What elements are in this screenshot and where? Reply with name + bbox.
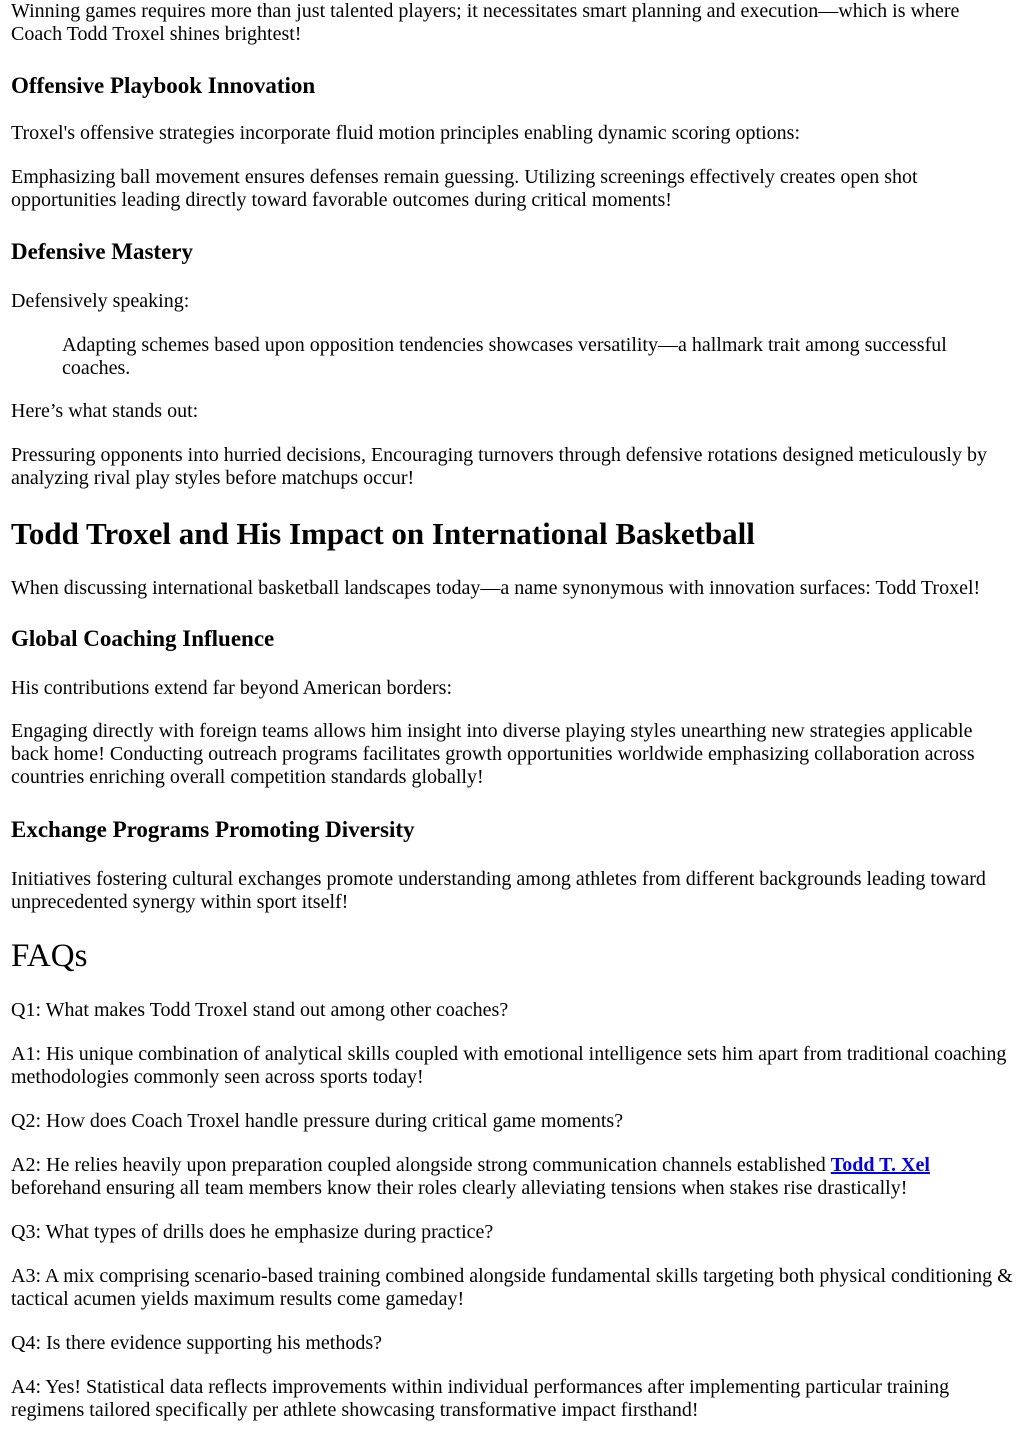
defense-paragraph-3: Pressuring opponents into hurried decisions, Encouraging turnovers through defensive rotations designed meticulously by analyzing rival play styles before matchups occur! [11, 444, 987, 489]
international-heading: Todd Troxel and His Impact on International Basketball [11, 516, 755, 551]
faq-answer-3: A3: A mix comprising scenario-based training combined alongside fundamental skills targeting both physical conditioning & tactical acumen yields maximum results come gameday! [11, 1265, 1013, 1310]
offense-heading: Offensive Playbook Innovation [11, 73, 316, 98]
defense-paragraph-2: Here’s what stands out: [11, 400, 199, 422]
faq-question-4: Q4: Is there evidence supporting his methods? [11, 1332, 383, 1354]
international-paragraph: When discussing international basketball landscapes today—a name synonymous with innovation surfaces: Todd Troxel! [11, 577, 981, 599]
defense-quote: Adapting schemes based upon opposition tendencies showcases versatility—a hallmark trait among successful coaches. [62, 334, 947, 379]
offense-paragraph-2: Emphasizing ball movement ensures defenses remain guessing. Utilizing screenings effectively creates open shot opportunities leading directly toward favorable outcomes during critical moments! [11, 166, 918, 211]
exchange-paragraph: Initiatives fostering cultural exchanges promote understanding among athletes from different backgrounds leading toward unprecedented synergy within sport itself! [11, 868, 986, 913]
global-paragraph-1: His contributions extend far beyond American borders: [11, 677, 452, 699]
intro-paragraph: Winning games requires more than just talented players; it necessitates smart planning and execution—which is where Coach Todd Troxel shines brightest! [11, 0, 960, 45]
faq-answer-2-text-before: A2: He relies heavily upon preparation coupled alongside strong communication channels established [11, 1154, 831, 1176]
faq-question-1: Q1: What makes Todd Troxel stand out among other coaches? [11, 999, 509, 1021]
faq-question-2: Q2: How does Coach Troxel handle pressure during critical game moments? [11, 1110, 624, 1132]
offense-paragraph-1: Troxel's offensive strategies incorporate fluid motion principles enabling dynamic scoring options: [11, 122, 801, 144]
faqs-heading: FAQs [11, 938, 88, 974]
global-heading: Global Coaching Influence [11, 626, 275, 651]
faq-answer-2 [11, 1154, 1013, 1200]
faq-question-3: Q3: What types of drills does he emphasize during practice? [11, 1221, 494, 1243]
defense-paragraph-1: Defensively speaking: [11, 290, 190, 312]
defense-heading: Defensive Mastery [11, 239, 194, 264]
faq-answer-2-text-after: beforehand ensuring all team members know their roles clearly alleviating tensions when stakes rise drastically! [11, 1177, 908, 1199]
faq-answer-4: A4: Yes! Statistical data reflects improvements within individual performances after implementing particular training regimens tailored specifically per athlete showcasing transformative impact firsthand! [11, 1376, 950, 1421]
faq-answer-1: A1: His unique combination of analytical skills coupled with emotional intelligence sets him apart from traditional coaching methodologies commonly seen across sports today! [11, 1043, 1007, 1088]
global-paragraph-2: Engaging directly with foreign teams allows him insight into diverse playing styles unearthing new strategies applicable back home! Conducting outreach programs facilitates growth opportunities worldwide emphasizing collaboration across countries enriching overall competition standards globally! [11, 720, 975, 788]
todd-t-xel-link[interactable]: Todd T. Xel [830, 1154, 930, 1176]
exchange-heading: Exchange Programs Promoting Diversity [11, 817, 415, 842]
